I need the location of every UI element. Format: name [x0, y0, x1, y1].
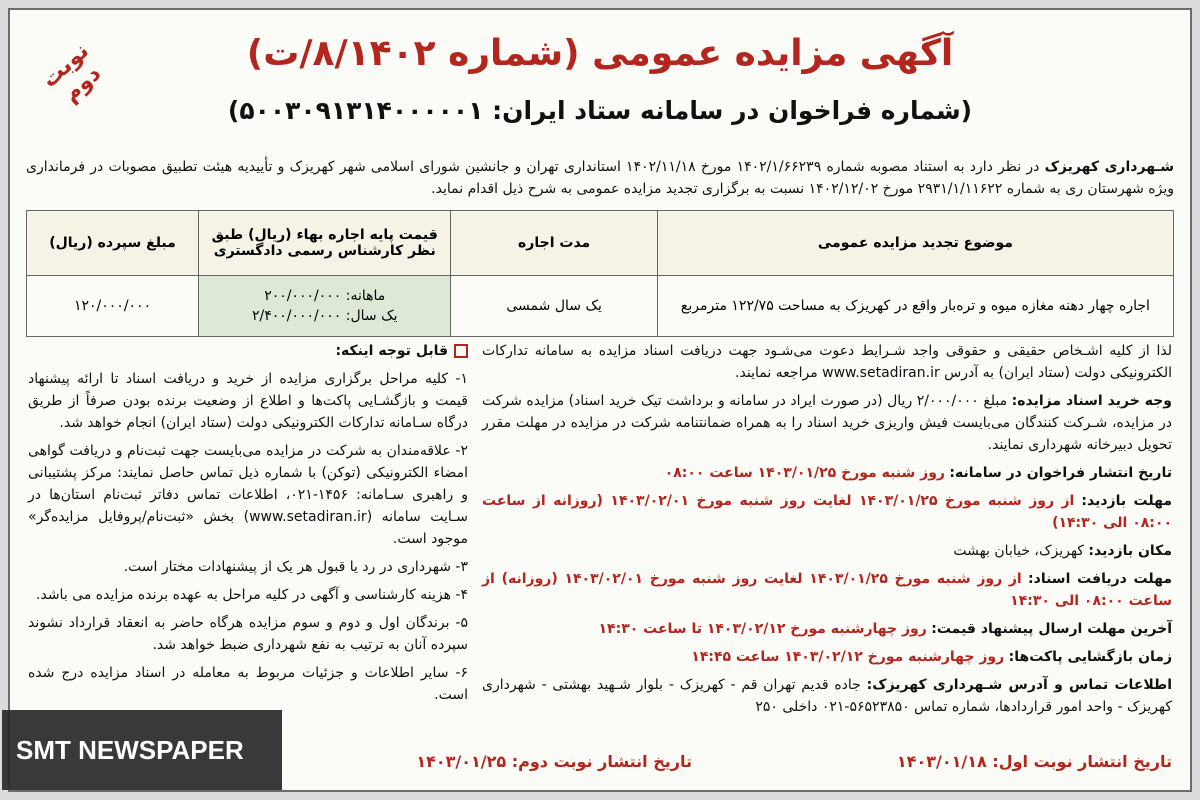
right-column — [482, 340, 1172, 724]
invite-paragraph: لذا از کلیه اشـخاص حقیقی و حقوقی واجد شـرایط دعوت می‌شـود جهت دریافت اسناد مزایده به سامانه تدارکات الکترونیکی دولت (ستاد ایران) به آدرس www.setadiran.ir مراجعه نمایند. — [482, 343, 1172, 381]
visit-location-label: مکان بازدید: — [1088, 543, 1172, 559]
note-item: ۶- سایر اطلاعات و جزئیات مربوط به معامله در اسناد مزایده درج شده است. — [28, 665, 468, 703]
notice-page — [8, 8, 1192, 792]
bid-deadline-line — [482, 618, 1172, 640]
intro-paragraph — [26, 156, 1174, 200]
th-subject: موضوع تجدید مزایده عمومی — [657, 211, 1173, 276]
doc-receipt-value: از روز شنبه مورخ ۱۴۰۳/۰۱/۲۵ لغایت روز شنبه مورخ ۱۴۰۳/۰۲/۰۱ (روزانه) از ساعت ۰۸:۰۰ الی ۱۴:۳۰ — [482, 571, 1172, 609]
price-yearly: یک سال: ۲/۴۰۰/۰۰۰/۰۰۰ — [251, 308, 398, 324]
intro-text: در نظر دارد به استناد مصوبه شماره ۱۴۰۲/۱/۶۶۲۳۹ مورخ ۱۴۰۲/۱۱/۱۸ استانداری تهران و جانشین شورای اسلامی شهر کهریزک و تأییدیه هیئت تطبیق مصوبات در فرمانداری ویژه شهرستان ری به شماره ۲۹۳۱/۱/۱۱۶۲۲ مورخ ۱۴۰۲/۱۲/۰۲ نسبت به برگزاری تجدید مزایده عمومی به شرح ذیل اقدام نماید. — [26, 159, 1174, 197]
cell-base-price — [199, 276, 451, 337]
publish-date-line — [482, 462, 1172, 484]
visit-location-value: کهریزک، خیابان بهشت — [953, 543, 1084, 559]
doc-receipt-line — [482, 568, 1172, 612]
contact-line — [482, 674, 1172, 718]
bid-deadline-value: روز چهارشنبه مورخ ۱۴۰۳/۰۲/۱۲ تا ساعت ۱۴:۳۰ — [598, 621, 927, 637]
doc-fee-text: مبلغ ۲/۰۰۰/۰۰۰ ریال (در صورت ایراد در سامانه و برداشت تیک خرید اسناد) مزایده شرکت در مزایده، شـرکت کنندگان می‌بایست فیش واریزی خرید اسناد را به همراه ضمانتنامه شرکت در مزایده در مهلت مقرر تحویل دبیرخانه شهرداری نمایند. — [482, 393, 1172, 453]
doc-fee-label: وجه خرید اسناد مزایده: — [1011, 393, 1173, 409]
left-column — [28, 340, 468, 712]
notes-heading-text: قابل توجه اینکه: — [335, 343, 448, 359]
th-deposit: مبلغ سپرده (ریال) — [27, 211, 199, 276]
price-monthly: ماهانه: ۲۰۰/۰۰۰/۰۰۰ — [264, 288, 386, 304]
second-publish-date: تاریخ انتشار نوبت دوم: ۱۴۰۳/۰۱/۲۵ — [416, 752, 692, 771]
newspaper-watermark: SMT NEWSPAPER — [2, 710, 282, 790]
note-item: ۱- کلیه مراحل برگزاری مزایده از خرید و دریافت اسناد تا ارائه پیشنهاد قیمت و بازگشـایی پاکت‌ها و اطلاع از وضعیت برنده بودن صرفاً از طریق درگاه سـامانه تدارکات الکترونیکی دولت (ستاد ایران) انجام خواهد شد. — [28, 371, 468, 431]
note-item: ۴- هزینه کارشناسی و آگهی در کلیه مراحل به عهده برنده مزایده می باشد. — [36, 587, 468, 603]
notice-subtitle: (شماره فراخوان در سامانه ستاد ایران: ۵۰۰۳۰۹۱۳۱۴۰۰۰۰۰۱) — [227, 96, 973, 125]
notes-heading — [28, 340, 468, 362]
visit-location-line — [482, 540, 1172, 562]
cell-deposit: ۱۲۰/۰۰۰/۰۰۰ — [27, 276, 199, 337]
contact-value: جاده قدیم تهران قم - کهریزک - بلوار شـهید بهشتی - شهرداری کهریزک - واحد امور قراردادها، شماره تماس ۵۶۵۲۳۸۵۰-۰۲۱ داخلی ۲۵۰ — [482, 677, 1172, 715]
bid-deadline-label: آخرین مهلت ارسال پیشنهاد قیمت: — [931, 621, 1172, 637]
square-bullet-icon — [454, 344, 468, 358]
intro-org: شـهرداری کهریزک — [1044, 159, 1174, 175]
notice-title: آگهی مزایده عمومی (شماره ۸/۱۴۰۲/ت) — [246, 33, 954, 74]
opening-time-value: روز چهارشنبه مورخ ۱۴۰۳/۰۲/۱۲ ساعت ۱۴:۴۵ — [691, 649, 1005, 665]
cell-duration: یک سال شمسی — [451, 276, 657, 337]
visit-deadline-value: از روز شنبه مورخ ۱۴۰۳/۰۱/۲۵ لغایت روز شنبه مورخ ۱۴۰۳/۰۲/۰۱ (روزانه از ساعت ۰۸:۰۰ الی ۱۴:۳۰) — [482, 493, 1172, 531]
note-item: ۵- برندگان اول و دوم و سوم مزایده هرگاه حاضر به انعقاد قرارداد نشوند سپرده آنان به ترتیب به نفع شهرداری ضبط خواهد شد. — [28, 615, 468, 653]
doc-fee-paragraph — [482, 390, 1172, 456]
publish-date-label: تاریخ انتشار فراخوان در سامانه: — [949, 465, 1172, 481]
contact-label: اطلاعات تماس و آدرس شـهرداری کهریزک: — [866, 677, 1172, 693]
table-header-row — [27, 211, 1174, 276]
opening-time-label: زمان بازگشایی پاکت‌ها: — [1008, 649, 1172, 665]
th-duration: مدت اجاره — [451, 211, 657, 276]
cell-subject: اجاره چهار دهنه مغازه میوه و تره‌بار واقع در کهریزک به مساحت ۱۲۲/۷۵ مترمربع — [657, 276, 1173, 337]
auction-table — [26, 210, 1174, 337]
doc-receipt-label: مهلت دریافت اسناد: — [1028, 571, 1173, 587]
th-base-price: قیمت پایه اجاره بهاء (ریال) طبق نظر کارشناس رسمی دادگستری — [199, 211, 451, 276]
visit-deadline-label: مهلت بازدید: — [1081, 493, 1172, 509]
table-row — [27, 276, 1174, 337]
turn-badge: نوبت دوم — [37, 38, 106, 108]
visit-deadline-line — [482, 490, 1172, 534]
note-item: ۳- شهرداری در رد یا قبول هر یک از پیشنهادات مختار است. — [123, 559, 468, 575]
publish-date-value: روز شنبه مورخ ۱۴۰۳/۰۱/۲۵ ساعت ۰۸:۰۰ — [664, 465, 945, 481]
opening-time-line — [482, 646, 1172, 668]
first-publish-date: تاریخ انتشار نوبت اول: ۱۴۰۳/۰۱/۱۸ — [896, 752, 1172, 771]
note-item: ۲- علاقه‌مندان به شرکت در مزایده می‌بایست جهت ثبت‌نام و دریافت گواهی امضاء الکترونیکی (توکن) با شماره ذیل تماس حاصل نمایند: مرکز پشتیبانی و راهبری سـامانه: ۱۴۵۶-۰۲۱، اطلاعات تماس دفاتر ثبت‌نام استان‌ها در سـایت سامانه (www.setadiran.ir) بخش «ثبت‌نام/پروفایل مزایده‌گر» موجود است. — [28, 443, 468, 547]
